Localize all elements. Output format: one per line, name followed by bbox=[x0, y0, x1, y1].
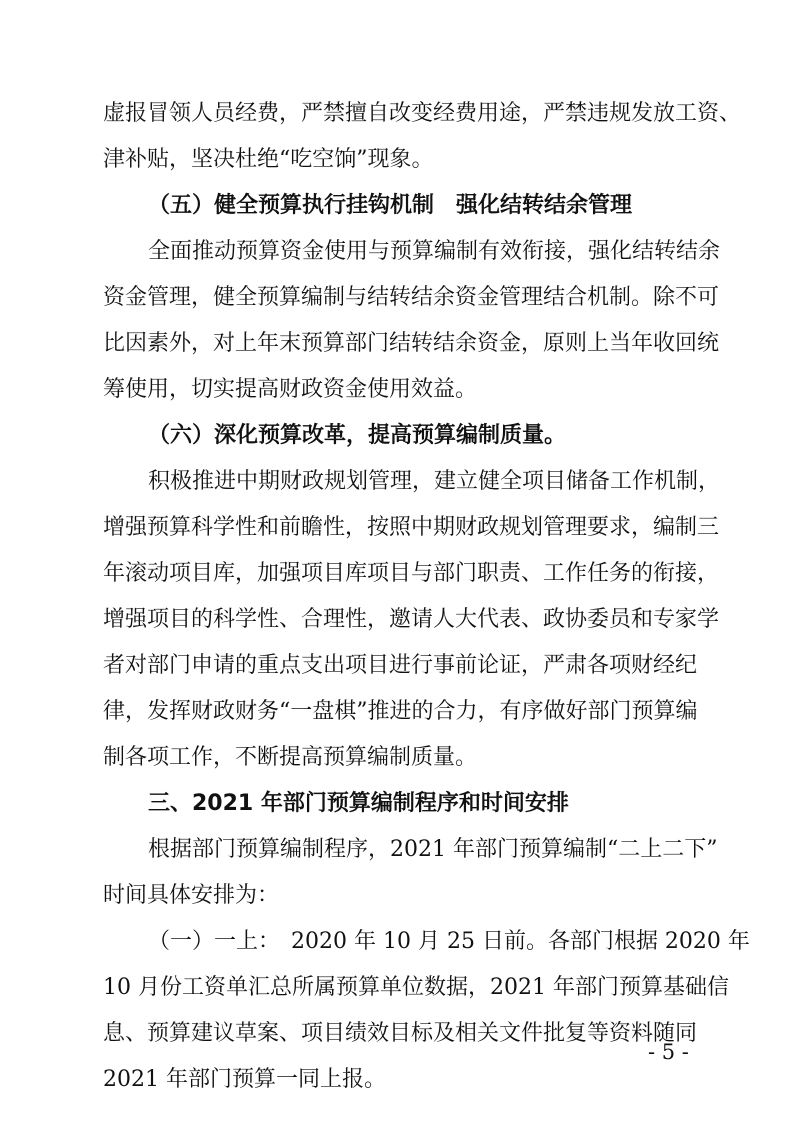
heading-text: （六）深化预算改革，提高预算编制质量。 bbox=[148, 423, 567, 448]
text-line: 10 月份工资单汇总所属预算单位数据，2021 年部门预算基础信 bbox=[103, 975, 729, 1000]
text-line: 虚报冒领人员经费，严禁擅自改变经费用途，严禁违规发放工资、 bbox=[103, 101, 742, 126]
text-line: 2021 年部门预算一同上报。 bbox=[103, 1067, 386, 1092]
text-line: 时间具体安排为： bbox=[103, 883, 280, 908]
heading-text: 三、2021 年部门预算编制程序和时间安排 bbox=[148, 791, 569, 816]
text-line: 比因素外，对上年末预算部门结转结余资金，原则上当年收回统 bbox=[103, 331, 720, 356]
text-line: 息、预算建议草案、项目绩效目标及相关文件批复等资料随同 bbox=[103, 1021, 698, 1046]
text-line: 筹使用，切实提高财政资金使用效益。 bbox=[103, 377, 478, 402]
page-number: - 5 - bbox=[648, 1040, 689, 1064]
text-line: 资金管理，健全预算编制与结转结余资金管理结合机制。除不可 bbox=[103, 285, 720, 310]
text-line: 积极推进中期财政规划管理，建立健全项目储备工作机制， bbox=[148, 469, 721, 494]
text-line: 增强项目的科学性、合理性，邀请人大代表、政协委员和专家学 bbox=[103, 607, 720, 632]
text-line: 全面推动预算资金使用与预算编制有效衔接，强化结转结余 bbox=[148, 239, 721, 264]
text-line: 根据部门预算编制程序，2021 年部门预算编制“二上二下” bbox=[148, 837, 718, 862]
text-line: 者对部门申请的重点支出项目进行事前论证，严肃各项财经纪 bbox=[103, 653, 698, 678]
heading-text: （五）健全预算执行挂钩机制 强化结转结余管理 bbox=[148, 193, 633, 218]
text-line: 津补贴，坚决杜绝“吃空饷”现象。 bbox=[103, 147, 434, 172]
text-line: 年滚动项目库，加强项目库项目与部门职责、工作任务的衔接， bbox=[103, 561, 720, 586]
text-line: 增强预算科学性和前瞻性，按照中期财政规划管理要求，编制三 bbox=[103, 515, 720, 540]
text-line: 律，发挥财政财务“一盘棋”推进的合力，有序做好部门预算编 bbox=[103, 699, 698, 724]
text-line: （一）一上： 2020 年 10 月 25 日前。各部门根据 2020 年 bbox=[148, 929, 750, 954]
text-line: 制各项工作，不断提高预算编制质量。 bbox=[103, 745, 478, 770]
